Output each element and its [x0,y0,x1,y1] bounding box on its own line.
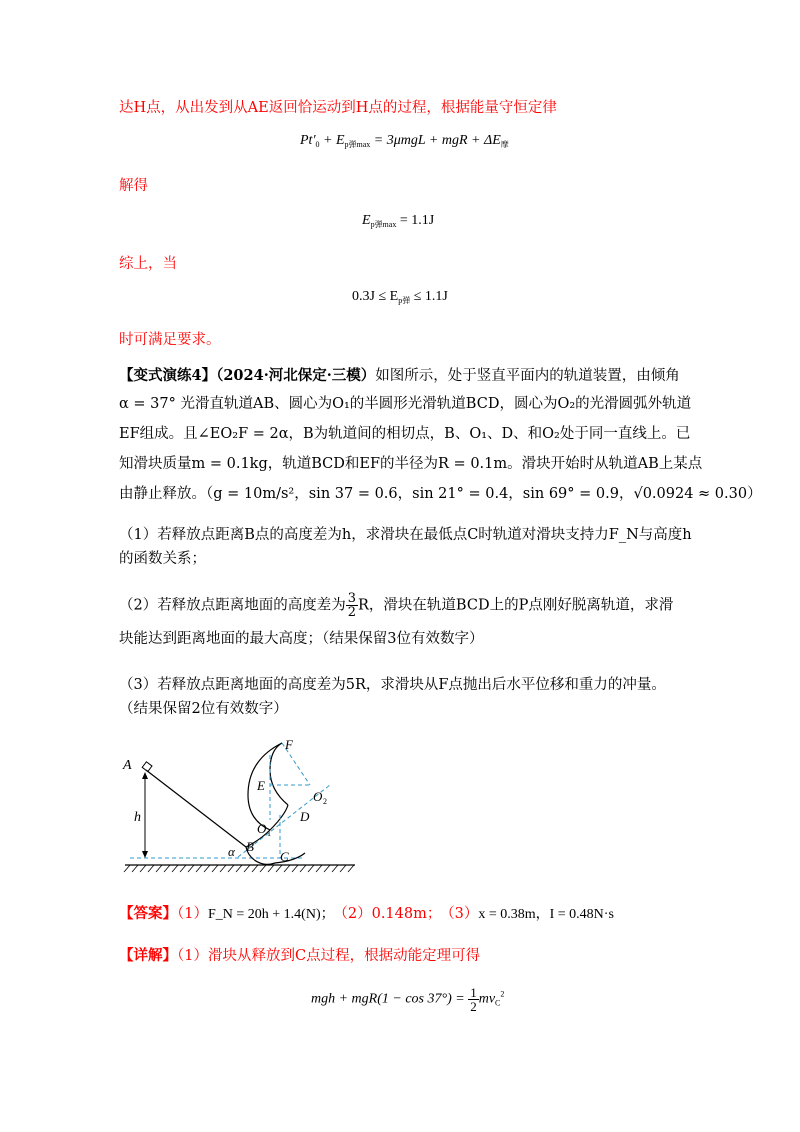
answer-2-label: （2） [340,906,372,922]
eq1-rhs: = 3μmgL + mgR + ΔE [373,133,501,148]
label-a: A [123,758,132,773]
answer-1-label: （1） [177,906,208,922]
energy-equation-1 [300,133,509,150]
energy-equation-2 [362,213,434,230]
question-2-line-2: 块能达到距离地面的最大高度；（结果保留3位有效数字） [119,631,484,647]
question-3-line-1: （3）若释放点距离地面的高度差为5R，求滑块从F点抛出后水平位移和重力的冲量。 [119,677,666,693]
summary-label: 综上，当 [119,256,177,272]
answer-line [119,902,614,927]
detail-line [119,944,480,968]
detail-text: （1）滑块从释放到C点过程，根据动能定理可得 [177,948,481,964]
eq1-lhs: Pt′ [300,133,316,148]
label-c: C [280,849,289,864]
label-alpha: α [228,844,235,859]
label-o1: O [257,821,267,836]
problem-line-5: 由静止释放。（g = 10m/s²，sin 37 = 0.6，sin 21° = 0.4，sin 69° = 0.9，√0.0924 ≈ 0.30） [119,486,762,502]
eq3-sub: p弹 [398,296,411,305]
eq1-ep: + E [323,133,345,148]
eq2-lhs: E [362,213,371,228]
satisfy-line: 时可满足要求。 [119,332,221,348]
label-o1-sub: 1 [267,829,271,838]
answer-2: 0.148m； [371,906,442,922]
track-outer [248,743,282,830]
q2-frac-den: 2 [347,605,357,620]
question-3-line-2: （结果保留2位有效数字） [119,701,288,717]
height-arrow-top [142,772,148,779]
intro-line: 达H点，从出发到从AE返回恰运动到H点的过程，根据能量守恒定律 [119,100,557,116]
height-arrow-bottom [142,851,148,858]
eq1-ep-sub: p弹max [344,140,371,149]
eq4-rhs-sub: C [495,998,501,1008]
eq3-right: ≤ 1.1J [413,289,448,304]
answer-3-label: （3） [447,906,479,922]
eq3-left: 0.3J ≤ E [352,289,399,304]
eq4-frac-num: 1 [470,985,477,1000]
track-bcd [246,847,305,864]
label-f: F [285,737,293,752]
problem-line-2: α = 37° 光滑直轨道AB、圆心为O₁的半圆形光滑轨道BCD，圆心为O₂的光滑圆弧外轨道 [119,396,692,412]
eq4-lhs: mgh + mgR(1 − cos 37°) = [311,991,465,1007]
kinetic-energy-equation [311,986,504,1013]
eq4-rhs: mv [478,991,496,1007]
problem-line-1 [119,364,680,388]
label-o2-sub: 2 [323,797,327,806]
problem-line-3: EF组成。且∠EO₂F = 2α，B为轨道间的相切点，B、O₁、D、和O₂处于同一直线上。已 [119,426,691,442]
answer-1: F_N = 20h + 1.4(N)； [207,907,335,922]
ground-hatching [124,865,354,872]
q2-fraction [346,592,358,619]
eq4-rhs-sup: 2 [500,989,505,999]
energy-range-equation [352,289,448,306]
q2-frac-num: 3 [347,591,357,606]
label-h: h [134,810,141,825]
eq2-lhs-sub: p弹max [370,220,397,229]
label-e: E [257,778,265,793]
eq1-lhs-sub: 0 [315,140,320,149]
problem-text-1: 如图所示，处于竖直平面内的轨道装置，由倾角 [375,368,680,384]
question-2-line-1 [119,592,673,619]
eq1-rhs-sub: 摩 [500,140,509,149]
q2-post: R，滑块在轨道BCD上的P点刚好脱离轨道，求滑 [358,597,674,614]
problem-tag: 【变式演练4】 [119,367,217,384]
incline-ab [146,770,246,847]
eq4-fraction [468,986,479,1013]
track-diagram [120,735,360,880]
q2-pre: （2）若释放点距离地面的高度差为 [119,597,346,614]
detail-tag: 【详解】 [119,947,177,964]
question-1-line-2: 的函数关系； [119,551,206,567]
label-b: B [246,839,254,854]
label-d: D [300,809,310,824]
label-o2: O [313,789,323,804]
eq4-frac-den: 2 [470,999,477,1014]
answer-3: x = 0.38m，I = 0.48N·s [478,907,614,922]
track-ef [270,743,288,805]
question-1-line-1: （1）若释放点距离B点的高度差为h，求滑块在最低点C时轨道对滑块支持力F_N与高度h [119,527,692,543]
answer-tag: 【答案】 [119,905,177,922]
solve-label: 解得 [119,178,148,194]
problem-source: （2024·河北保定·三模） [216,367,376,384]
eq2-rhs: = 1.1J [399,213,435,228]
problem-line-4: 知滑块质量m = 0.1kg，轨道BCD和EF的半径为R = 0.1m。滑块开始时从轨道AB上某点 [119,456,703,472]
